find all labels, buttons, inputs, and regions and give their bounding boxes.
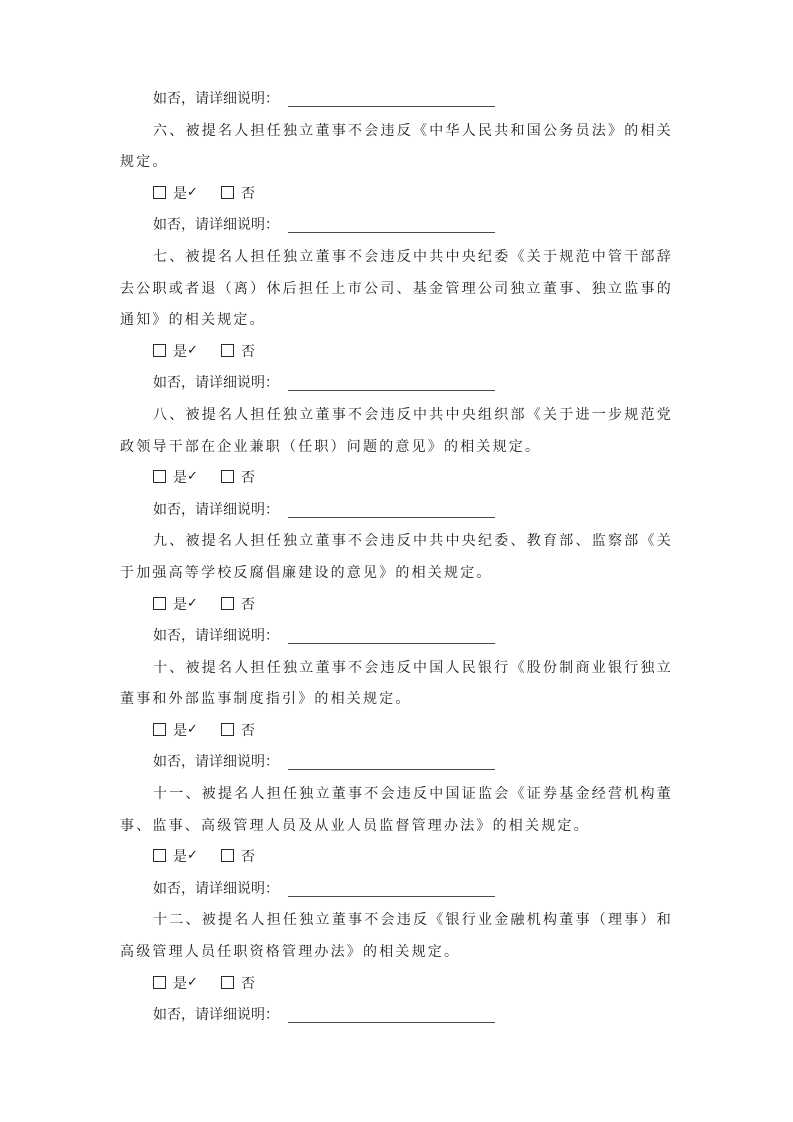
- if-no-explanation-row: [120, 874, 673, 906]
- no-label: 否: [241, 186, 255, 202]
- no-checkbox[interactable]: [221, 976, 234, 989]
- if-no-explanation-row: [120, 210, 673, 242]
- yes-no-row: [120, 590, 673, 622]
- if-no-prompt: 如否，请详细说明：: [153, 1008, 279, 1024]
- yes-checkbox[interactable]: [153, 723, 166, 736]
- item-statement: 六、被提名人担任独立董事不会违反《中华人民共和国公务员法》的相关规定。: [120, 123, 673, 171]
- yes-no-row: [120, 179, 673, 211]
- explanation-blank-line[interactable]: [288, 643, 495, 644]
- no-checkbox[interactable]: [221, 597, 234, 610]
- questionnaire-item: [120, 526, 673, 652]
- no-checkbox[interactable]: [221, 470, 234, 483]
- if-no-explanation-row: [120, 368, 673, 400]
- no-checkbox[interactable]: [221, 344, 234, 357]
- if-no-prompt: 如否，请详细说明：: [153, 755, 279, 771]
- no-label: 否: [241, 850, 255, 866]
- explanation-blank-line[interactable]: [288, 517, 495, 518]
- item-statement: 八、被提名人担任独立董事不会违反中共中央组织部《关于进一步规范党政领导干部在企业兼职（任职）问题的意见》的相关规定。: [120, 407, 673, 455]
- questionnaire-item: [120, 905, 673, 1031]
- item-statement: 十二、被提名人担任独立董事不会违反《银行业金融机构董事（理事）和高级管理人员任职资格管理办法》的相关规定。: [120, 913, 673, 961]
- explanation-blank-line[interactable]: [288, 769, 495, 770]
- yes-no-row: [120, 842, 673, 874]
- if-no-explanation-row: [120, 621, 673, 653]
- yes-checkbox[interactable]: [153, 597, 166, 610]
- questionnaire-item: [120, 779, 673, 905]
- item-statement: 十、被提名人担任独立董事不会违反中国人民银行《股份制商业银行独立董事和外部监事制度指引》的相关规定。: [120, 660, 673, 708]
- explanation-blank-line[interactable]: [288, 232, 495, 233]
- yes-checkbox[interactable]: [153, 976, 166, 989]
- if-no-prompt: 如否，请详细说明：: [153, 376, 279, 392]
- no-checkbox[interactable]: [221, 849, 234, 862]
- if-no-explanation-row: [120, 1000, 673, 1032]
- if-no-prompt: 如否，请详细说明：: [153, 881, 279, 897]
- questionnaire-item: [120, 400, 673, 526]
- yes-no-row: [120, 463, 673, 495]
- item-statement: 七、被提名人担任独立董事不会违反中共中央纪委《关于规范中管干部辞去公职或者退（离）休后担任上市公司、基金管理公司独立董事、独立监事的通知》的相关规定。: [120, 249, 673, 329]
- explanation-blank-line[interactable]: [288, 896, 495, 897]
- no-label: 否: [241, 471, 255, 487]
- if-no-prompt: 如否，请详细说明：: [153, 502, 279, 518]
- yes-checkbox[interactable]: [153, 186, 166, 199]
- yes-checkbox[interactable]: [153, 344, 166, 357]
- item-statement: 九、被提名人担任独立董事不会违反中共中央纪委、教育部、监察部《关于加强高等学校反腐倡廉建设的意见》的相关规定。: [120, 534, 673, 581]
- if-no-prompt: 如否，请详细说明：: [153, 629, 279, 645]
- explanation-blank-line[interactable]: [288, 390, 495, 391]
- no-checkbox[interactable]: [221, 186, 234, 199]
- if-no-explanation-row: [120, 84, 673, 116]
- explanation-blank-line[interactable]: [288, 1022, 495, 1023]
- yes-no-row: [120, 337, 673, 369]
- no-label: 否: [241, 597, 255, 613]
- no-label: 否: [241, 723, 255, 739]
- no-label: 否: [241, 344, 255, 360]
- questionnaire-item: [120, 653, 673, 779]
- if-no-prompt: 如否，请详细说明：: [153, 92, 279, 107]
- questionnaire-item: [120, 116, 673, 242]
- if-no-explanation-row: [120, 495, 673, 527]
- if-no-prompt: 如否，请详细说明：: [153, 218, 279, 234]
- no-checkbox[interactable]: [221, 723, 234, 736]
- explanation-blank-line[interactable]: [288, 106, 495, 107]
- yes-checkbox[interactable]: [153, 470, 166, 483]
- item-statement: 十一、被提名人担任独立董事不会违反中国证监会《证券基金经营机构董事、监事、高级管理人员及从业人员监督管理办法》的相关规定。: [120, 787, 673, 834]
- questionnaire-item: [120, 242, 673, 400]
- yes-no-row: [120, 969, 673, 1001]
- no-label: 否: [241, 976, 255, 992]
- yes-checkbox[interactable]: [153, 849, 166, 862]
- yes-no-row: [120, 716, 673, 748]
- if-no-explanation-row: [120, 747, 673, 779]
